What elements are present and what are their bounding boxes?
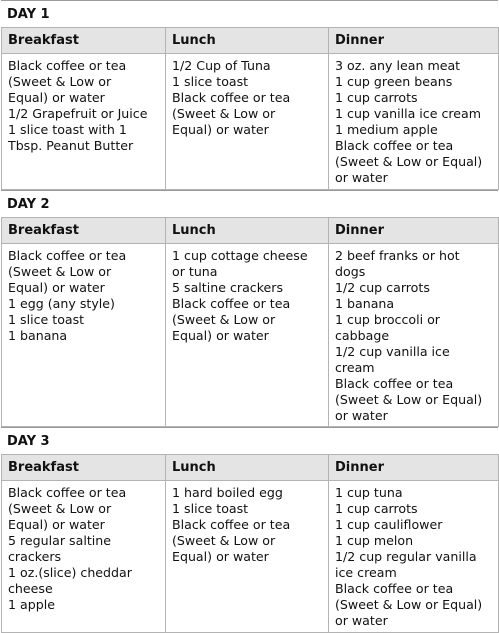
- menu-item: Equal) or water: [8, 517, 105, 532]
- menu-item: (Sweet & Low or: [8, 74, 112, 89]
- breakfast-cell: [2, 481, 166, 633]
- menu-item: Black coffee or tea: [172, 296, 291, 311]
- lunch-header: Lunch: [166, 28, 329, 54]
- table-row: [2, 244, 499, 427]
- menu-item: 1 slice toast: [8, 312, 85, 327]
- menu-item: 1 banana: [335, 296, 395, 311]
- menu-item: (Sweet & Low or: [172, 106, 276, 121]
- menu-item: Tbsp. Peanut Butter: [8, 138, 134, 153]
- menu-item: 1 cup vanilla ice cream: [335, 106, 482, 121]
- table-header-row: [2, 455, 499, 481]
- menu-item: 1 slice toast with 1: [8, 122, 127, 137]
- menu-item: ice cream: [335, 565, 397, 580]
- menu-item: 5 regular saltine: [8, 533, 111, 548]
- lunch-header: Lunch: [166, 455, 329, 481]
- menu-item: Black coffee or tea: [8, 58, 127, 73]
- day-3-title: DAY 3: [1, 427, 498, 454]
- menu-item: 1 cup tuna: [335, 485, 403, 500]
- day-1-title: DAY 1: [1, 0, 498, 27]
- menu-item: Black coffee or tea: [335, 376, 454, 391]
- dinner-cell: [329, 54, 499, 190]
- breakfast-cell: [2, 244, 166, 427]
- lunch-cell: [166, 481, 329, 633]
- menu-item: (Sweet & Low or: [8, 501, 112, 516]
- menu-item: or water: [335, 408, 388, 423]
- menu-item: 1/2 cup carrots: [335, 280, 430, 295]
- menu-item: Equal) or water: [8, 280, 105, 295]
- menu-item: (Sweet & Low or: [172, 312, 276, 327]
- table-header-row: [2, 28, 499, 54]
- menu-item: 1 apple: [8, 597, 55, 612]
- menu-item: Black coffee or tea: [335, 138, 454, 153]
- breakfast-header: Breakfast: [2, 28, 166, 54]
- menu-item: 2 beef franks or hot: [335, 248, 460, 263]
- menu-item: 1 slice toast: [172, 74, 249, 89]
- menu-item: 1 cup cottage cheese: [172, 248, 308, 263]
- dinner-header: Dinner: [329, 28, 499, 54]
- day-2-section: [1, 190, 498, 427]
- menu-item: Equal) or water: [8, 90, 105, 105]
- menu-item: (Sweet & Low or Equal): [335, 597, 483, 612]
- menu-item: 1 egg (any style): [8, 296, 115, 311]
- menu-item: Black coffee or tea: [172, 90, 291, 105]
- day-2-meal-table: [1, 217, 499, 427]
- menu-item: (Sweet & Low or: [172, 533, 276, 548]
- menu-item: 1 cup carrots: [335, 90, 418, 105]
- table-row: [2, 481, 499, 633]
- menu-item: 3 oz. any lean meat: [335, 58, 461, 73]
- menu-item: Black coffee or tea: [335, 581, 454, 596]
- menu-item: Equal) or water: [172, 122, 269, 137]
- menu-item: or tuna: [172, 264, 218, 279]
- menu-item: cabbage: [335, 328, 390, 343]
- day-3-meal-table: [1, 454, 499, 633]
- menu-item: Equal) or water: [172, 549, 269, 564]
- menu-item: 1/2 Cup of Tuna: [172, 58, 271, 73]
- lunch-cell: [166, 244, 329, 427]
- menu-item: 1 cup green beans: [335, 74, 453, 89]
- menu-item: Black coffee or tea: [8, 248, 127, 263]
- menu-item: Black coffee or tea: [8, 485, 127, 500]
- menu-item: Equal) or water: [172, 328, 269, 343]
- menu-item: 5 saltine crackers: [172, 280, 284, 295]
- menu-item: 1 cup cauliflower: [335, 517, 443, 532]
- table-header-row: [2, 218, 499, 244]
- menu-item: 1 medium apple: [335, 122, 438, 137]
- menu-item: (Sweet & Low or: [8, 264, 112, 279]
- day-2-title: DAY 2: [1, 190, 498, 217]
- menu-item: 1/2 cup regular vanilla: [335, 549, 477, 564]
- menu-item: (Sweet & Low or Equal): [335, 392, 483, 407]
- menu-item: 1 slice toast: [172, 501, 249, 516]
- menu-item: 1 hard boiled egg: [172, 485, 283, 500]
- table-row: [2, 54, 499, 190]
- menu-item: or water: [335, 170, 388, 185]
- menu-item: cheese: [8, 581, 53, 596]
- lunch-cell: [166, 54, 329, 190]
- menu-item: 1 banana: [8, 328, 68, 343]
- breakfast-header: Breakfast: [2, 218, 166, 244]
- lunch-header: Lunch: [166, 218, 329, 244]
- menu-item: or water: [335, 613, 388, 628]
- dinner-cell: [329, 244, 499, 427]
- dinner-header: Dinner: [329, 455, 499, 481]
- menu-item: 1 cup carrots: [335, 501, 418, 516]
- menu-item: 1 cup broccoli or: [335, 312, 440, 327]
- menu-item: cream: [335, 360, 375, 375]
- day-1-section: [1, 0, 498, 190]
- menu-item: (Sweet & Low or Equal): [335, 154, 483, 169]
- meal-plan: [1, 0, 498, 633]
- menu-item: Black coffee or tea: [172, 517, 291, 532]
- breakfast-cell: [2, 54, 166, 190]
- menu-item: crackers: [8, 549, 62, 564]
- dinner-cell: [329, 481, 499, 633]
- day-1-meal-table: [1, 27, 499, 190]
- breakfast-header: Breakfast: [2, 455, 166, 481]
- menu-item: 1 cup melon: [335, 533, 414, 548]
- menu-item: 1/2 Grapefruit or Juice: [8, 106, 148, 121]
- menu-item: 1 oz.(slice) cheddar: [8, 565, 132, 580]
- dinner-header: Dinner: [329, 218, 499, 244]
- day-3-section: [1, 427, 498, 633]
- menu-item: 1/2 cup vanilla ice: [335, 344, 450, 359]
- menu-item: dogs: [335, 264, 366, 279]
